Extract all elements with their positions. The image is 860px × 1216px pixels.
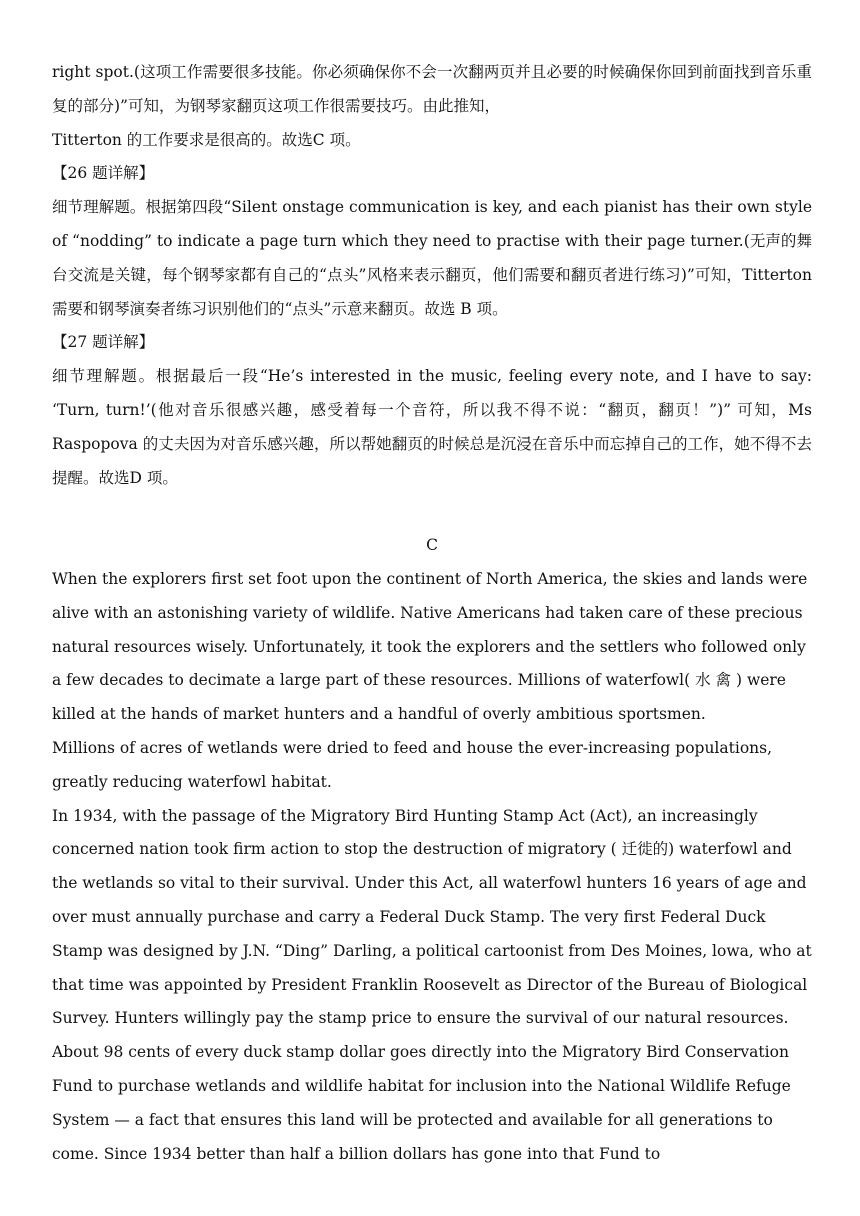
explanation-continuation-line-2: Titterton 的工作要求是很高的。故选C 项。 (52, 130, 361, 149)
passage-c-paragraph-4: over must annually purchase and carry a Federal Duck Stamp. The very first Federal Duck Stamp was designed by J.N. “Ding” Darling, a political cartoonist from Des Moines, lowa, who at that time was appointed by President Franklin Roosevelt as Director of the Bureau of Biological Survey. Hunters willingly pay the stamp price to ensure the survival of our natural resources. (52, 907, 812, 1028)
passage-c-label: C (426, 536, 438, 555)
section-spacer (52, 495, 812, 529)
q26-heading: 【26 题详解】 (52, 164, 155, 183)
q27-explanation: 细节理解题。根据最后一段“He’s interested in the music, feeling every note, and I have to say: ‘Turn, turn!’(他对音乐很感兴趣，感受着每一个音符，所以我不得不说：“翻页，翻页！”)” 可知，Ms Raspopova 的丈夫因为对音乐感兴趣，所以帮她翻页的时候总是沉浸在音乐中而忘掉自己的工作，她不得不去提醒。故选D 项。 (52, 367, 812, 487)
passage-c-paragraph-2: Millions of acres of wetlands were dried to feed and house the ever-increasing populations, greatly reducing waterfowl habitat. (52, 738, 773, 791)
passage-c-paragraph-5: About 98 cents of every duck stamp dollar goes directly into the Migratory Bird Conservation Fund to purchase wetlands and wildlife habitat for inclusion into the National Wildlife Refuge System — a fact that ensures this land will be protected and available for all generations to come. Since 1934 better than half a billion dollars has gone into that Fund to (52, 1043, 791, 1163)
q27-heading: 【27 题详解】 (52, 333, 155, 352)
explanation-continuation-line-1: right spot.(这项工作需要很多技能。你必须确保你不会一次翻两页并且必要的时候确保你回到前面找到音乐重复的部分)”可知，为钢琴家翻页这项工作很需要技巧。由此推知， (52, 63, 812, 115)
q26-explanation: 细节理解题。根据第四段“Silent onstage communication is key, and each pianist has their own style of “nodding” to indicate a page turn which they need to practise with their page turner.(无声的舞台交流是关键，每个钢琴家都有自己的“点头”风格来表示翻页，他们需要和翻页者进行练习)”可知，Titterton 需要和钢琴演奏者练习识别他们的“点头”示意来翻页。故选 B 项。 (52, 198, 812, 318)
passage-c-paragraph-1: When the explorers first set foot upon the continent of North America, the skies and lands were alive with an astonishing variety of wildlife. Native Americans had taken care of these precious natural resources wisely. Unfortunately, it took the explorers and the settlers who followed only a few decades to decimate a large part of these resources. Millions of waterfowl( 水 禽 ) were killed at the hands of market hunters and a handful of overly ambitious sportsmen. (52, 569, 808, 724)
passage-c-paragraph-3: In 1934, with the passage of the Migratory Bird Hunting Stamp Act (Act), an increasingly concerned nation took firm action to stop the destruction of migratory ( 迁徙的) waterfowl and the wetlands so vital to their survival. Under this Act, all waterfowl hunters 16 years of age and (52, 806, 807, 893)
document-body (52, 56, 812, 1171)
